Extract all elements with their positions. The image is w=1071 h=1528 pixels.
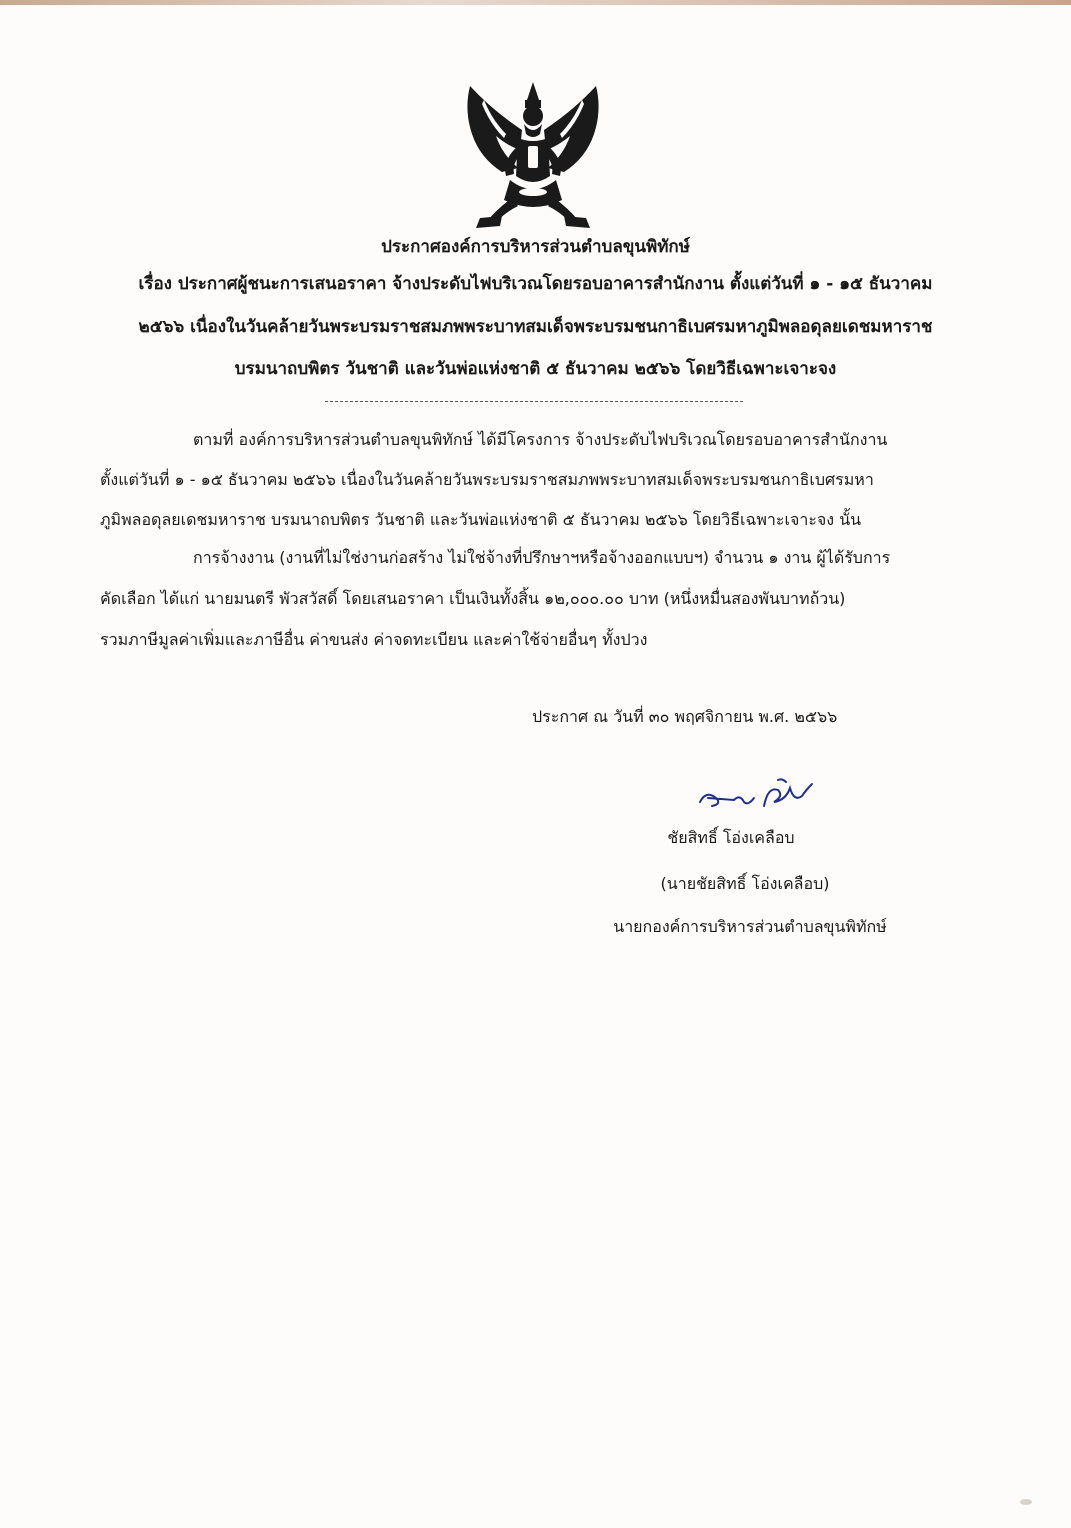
body-line-2: ตั้งแต่วันที่ ๑ - ๑๕ ธันวาคม ๒๕๖๖ เนื่องในวันคล้ายวันพระบรมราชสมภพพระบาทสมเด็จพระบรมชนกาธิเบศรมหา	[100, 470, 874, 489]
announcement-title: ประกาศองค์การบริหารส่วนตำบลขุนพิทักษ์	[381, 237, 690, 257]
body-line-3: ภูมิพลอดุลยเดชมหาราช บรมนาถบพิตร วันชาติ และวันพ่อแห่งชาติ ๕ ธันวาคม ๒๕๖๖ โดยวิธีเฉพาะเจาะจง นั้น	[100, 510, 862, 529]
subject-line-2: ๒๕๖๖ เนื่องในวันคล้ายวันพระบรมราชสมภพพระบาทสมเด็จพระบรมชนกาธิเบศรมหาภูมิพลอดุลยเดชมหาราช	[138, 317, 933, 337]
garuda-emblem-icon	[462, 80, 604, 232]
handwritten-signature	[694, 776, 824, 816]
body-line-1: ตามที่ องค์การบริหารส่วนตำบลขุนพิทักษ์ ได้มีโครงการ จ้างประดับไฟบริเวณโดยรอบอาคารสำนักงาน	[193, 430, 888, 449]
body-line-6: รวมภาษีมูลค่าเพิ่มและภาษีอื่น ค่าขนส่ง ค่าจดทะเบียน และค่าใช้จ่ายอื่นๆ ทั้งปวง	[100, 630, 648, 649]
subject-line-3: บรมนาถบพิตร วันชาติ และวันพ่อแห่งชาติ ๕ ธันวาคม ๒๕๖๖ โดยวิธีเฉพาะเจาะจง	[234, 359, 837, 379]
signatory-full-name: (นายชัยสิทธิ์ โอ่งเคลือบ)	[660, 874, 830, 893]
separator-line	[325, 401, 743, 402]
paper-speck	[1019, 1498, 1033, 1506]
signatory-signature-name: ชัยสิทธิ์ โอ่งเคลือบ	[667, 828, 795, 847]
body-line-4: การจ้างงาน (งานที่ไม่ใช่งานก่อสร้าง ไม่ใช่จ้างที่ปรึกษาฯหรือจ้างออกแบบฯ) จำนวน ๑ งาน ผู้ได้รับการ	[193, 548, 891, 567]
body-line-5: คัดเลือก ได้แก่ นายมนตรี พัวสวัสดิ์ โดยเสนอราคา เป็นเงินทั้งสิ้น ๑๒,๐๐๐.๐๐ บาท (หนึ่งหมื่นสองพันบาทถ้วน)	[100, 589, 846, 608]
page-top-edge	[0, 0, 1071, 5]
signatory-position: นายกองค์การบริหารส่วนตำบลขุนพิทักษ์	[613, 917, 887, 936]
announced-date: ประกาศ ณ วันที่ ๓๐ พฤศจิกายน พ.ศ. ๒๕๖๖	[532, 707, 838, 726]
subject-line-1: เรื่อง ประกาศผู้ชนะการเสนอราคา จ้างประดับไฟบริเวณโดยรอบอาคารสำนักงาน ตั้งแต่วันที่ ๑ - ๑๕ ธันวาคม	[138, 274, 933, 294]
